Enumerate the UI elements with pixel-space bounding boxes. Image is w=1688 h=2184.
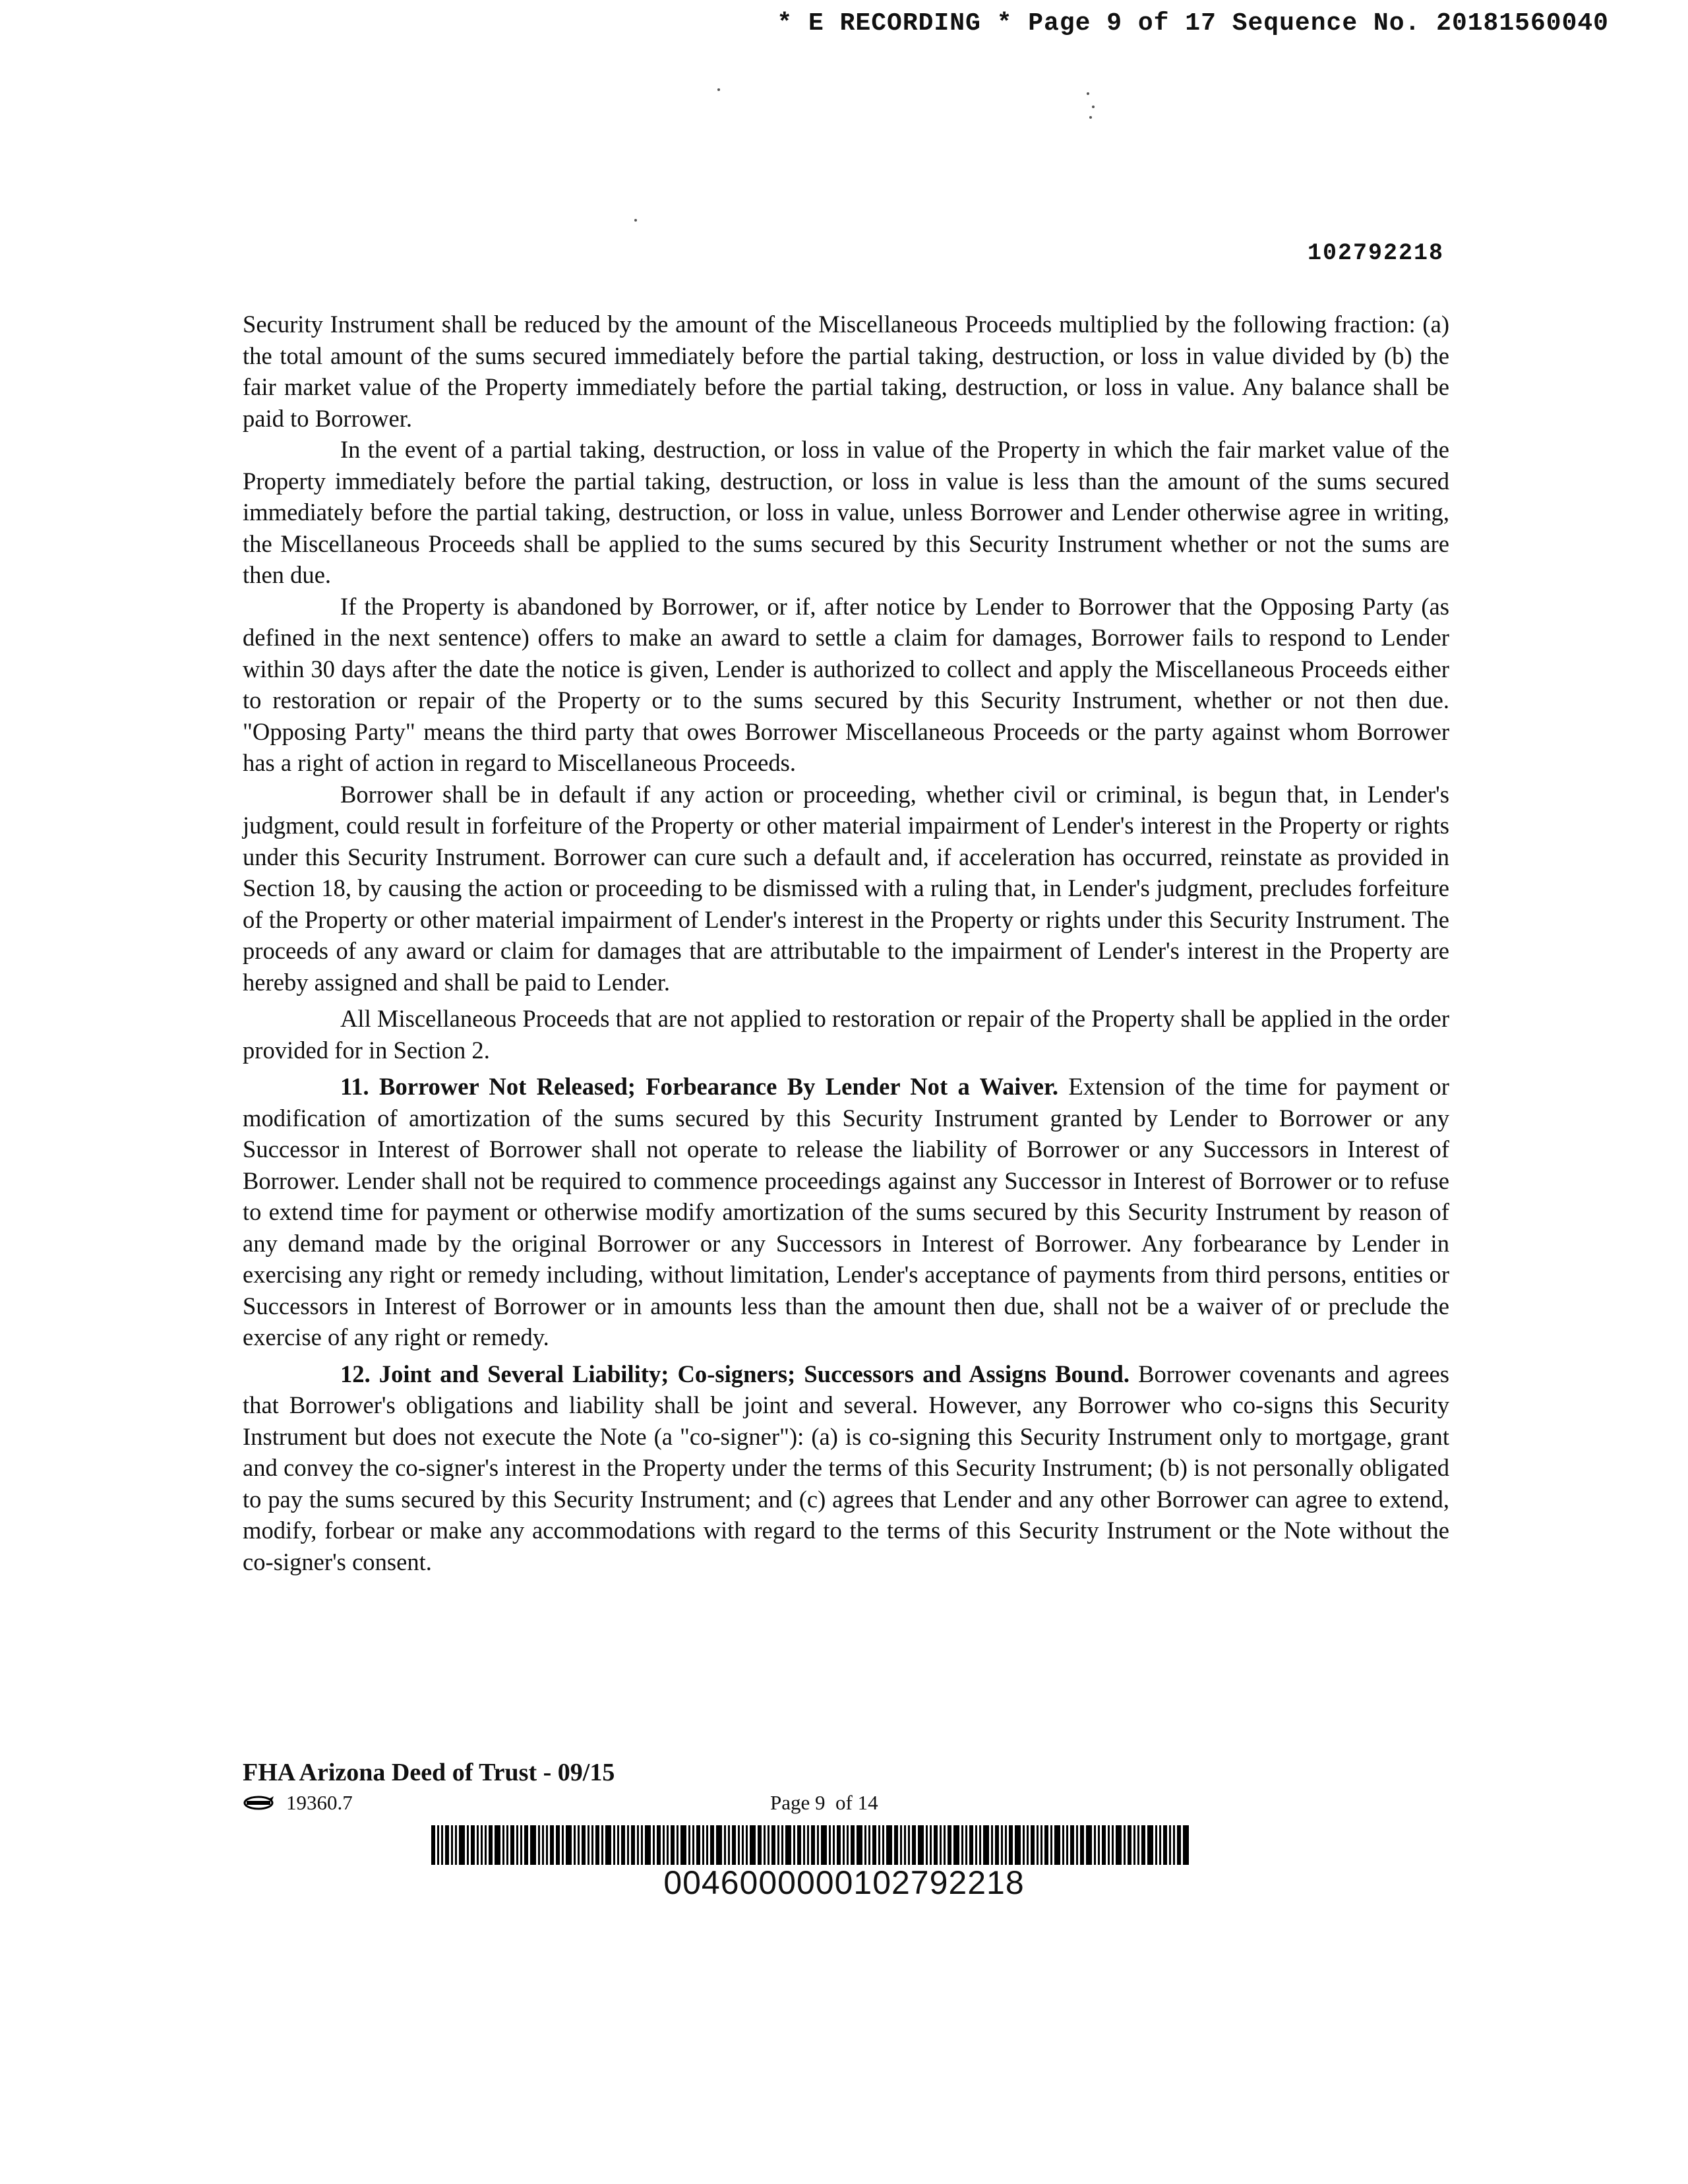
barcode-bar	[1116, 1825, 1122, 1865]
barcode-bar	[953, 1825, 959, 1865]
barcode-bar	[657, 1825, 661, 1865]
barcode-bar	[653, 1825, 655, 1865]
barcode-bar	[944, 1825, 946, 1865]
barcode-bar	[595, 1825, 599, 1865]
section-11	[243, 1071, 1449, 1353]
barcode-bar	[1169, 1825, 1171, 1865]
form-number: 19360.7	[286, 1791, 353, 1814]
barcode-bar	[1159, 1825, 1161, 1865]
barcode-bar	[542, 1825, 544, 1865]
barcode-bar	[431, 1825, 435, 1865]
form-number-line	[243, 1791, 353, 1815]
barcode-bar	[1102, 1825, 1106, 1865]
barcode-bar	[702, 1825, 704, 1865]
barcode-bar	[1137, 1825, 1139, 1865]
barcode-icon	[431, 1825, 1257, 1865]
barcode-bar	[489, 1825, 493, 1865]
barcode-bar	[495, 1825, 500, 1865]
barcode-bar	[688, 1825, 690, 1865]
barcode-bar	[621, 1825, 625, 1865]
barcode-bar	[732, 1825, 736, 1865]
barcode-bar	[1173, 1825, 1175, 1865]
barcode-bar	[930, 1825, 932, 1865]
barcode-bar	[710, 1825, 714, 1865]
barcode-bar	[680, 1825, 686, 1865]
barcode-bar	[578, 1825, 580, 1865]
barcode-bar	[807, 1825, 809, 1865]
barcode-bar	[882, 1825, 884, 1865]
barcode-bar	[627, 1825, 629, 1865]
barcode-bar	[1147, 1825, 1153, 1865]
barcode-bar	[1070, 1825, 1074, 1865]
barcode-bar	[746, 1825, 748, 1865]
barcode-bar	[1027, 1825, 1029, 1865]
barcode-bar	[1076, 1825, 1078, 1865]
barcode-bar	[516, 1825, 518, 1865]
barcode-bar	[843, 1825, 845, 1865]
scan-speck	[1087, 92, 1089, 95]
barcode-bar	[524, 1825, 528, 1865]
paragraph: Borrower shall be in default if any action or proceeding, whether civil or criminal, is begun that, in Lender's judgment, could result in forfeiture of the Property or other material impairment of Lender's interest in the Property or rights under this Security Instrument. Borrower can cure such a default and, if acceleration has occurred, reinstate as provided in Section 18, by causing the action or proceeding to be dismissed with a ruling that, in Lender's judgment, precludes forfeiture of the Property or other material impairment of Lender's interest in the Property or rights under this Security Instrument. The proceeds of any award or claim for damages that are attributable to the impairment of Lender's interest in the Property are hereby assigned and shall be paid to Lender.	[243, 780, 1449, 996]
barcode-bar	[793, 1825, 795, 1865]
barcode-bar	[520, 1825, 522, 1865]
barcode-bar	[1124, 1825, 1126, 1865]
barcode-bar	[716, 1825, 722, 1865]
barcode-bar	[837, 1825, 841, 1865]
barcode-bar	[742, 1825, 744, 1865]
barcode-bar	[847, 1825, 849, 1865]
barcode-bar	[1015, 1825, 1021, 1865]
barcode-bar	[991, 1825, 993, 1865]
barcode-bar	[645, 1825, 651, 1865]
barcode-bar	[1005, 1825, 1007, 1865]
recording-header: * E RECORDING * Page 9 of 17 Sequence No. 20181560040	[777, 9, 1609, 38]
barcode-bar	[851, 1825, 855, 1865]
barcode-bar	[467, 1825, 469, 1865]
barcode-bar	[829, 1825, 831, 1865]
barcode-bar	[692, 1825, 694, 1865]
scan-speck	[634, 219, 637, 222]
barcode-bar	[983, 1825, 989, 1865]
barcode-bar	[771, 1825, 775, 1865]
barcode-bar	[502, 1825, 504, 1865]
barcode-bar	[1050, 1825, 1052, 1865]
scan-speck	[717, 88, 720, 91]
barcode-bar	[481, 1825, 483, 1865]
barcode-bar	[591, 1825, 593, 1865]
barcode-bar	[817, 1825, 819, 1865]
section-text: Extension of the time for payment or modification of amortization of the sums secured by this Security Instrument granted by Lender to Borrower or any Successor in Interest of Borrower shall not operate to release the liability of Borrower or any Successors in Interest of Borrower. Lender shall not be required to commence proceedings against any Successor in Interest of Borrower or to refuse to extend time for payment or otherwise modify amortization of the sums secured by this Security Instrument by reason of any demand made by the original Borrower or any Successors in Interest of Borrower. Any forbearance by Lender in exercising any right or remedy including, without limitation, Lender's acceptance of payments from third persons, entities or Successors in Interest of Borrower or in amounts less than the amount then due, shall not be a waiver of or preclude the exercise of any right or remedy.	[243, 1073, 1449, 1350]
barcode-bar	[948, 1825, 951, 1865]
barcode-bar	[706, 1825, 708, 1865]
paragraph: In the event of a partial taking, destruction, or loss in value of the Property in which the fair market value of the Property immediately before the partial taking, destruction, or loss in value is less than the amount of the sums secured immediately before the partial taking, destruction, or loss in value, unless Borrower and Lender otherwise agree in writing, the Miscellaneous Proceeds shall be applied to the sums secured by this Security Instrument whether or not the sums are then due.	[243, 436, 1449, 588]
barcode-bar	[459, 1825, 465, 1865]
document-number: 102792218	[1307, 240, 1444, 266]
barcode-bar	[728, 1825, 730, 1865]
barcode-bar	[872, 1825, 876, 1865]
barcode-bar	[918, 1825, 924, 1865]
barcode-bar	[671, 1825, 675, 1865]
barcode-bar	[631, 1825, 635, 1865]
barcode-bar	[1177, 1825, 1181, 1865]
barcode-bar	[510, 1825, 514, 1865]
barcode-bar	[833, 1825, 835, 1865]
barcode-bar	[1062, 1825, 1064, 1865]
barcode-bar	[900, 1825, 902, 1865]
barcode-bar	[1080, 1825, 1084, 1865]
barcode-bar	[1155, 1825, 1157, 1865]
barcode-bar	[785, 1825, 791, 1865]
barcode-bar	[878, 1825, 880, 1865]
barcode-bar	[550, 1825, 554, 1865]
barcode-bar	[908, 1825, 910, 1865]
ellie-mae-logo-icon	[243, 1795, 274, 1811]
barcode-bar	[437, 1825, 439, 1865]
barcode-bar	[667, 1825, 669, 1865]
barcode-bar	[940, 1825, 942, 1865]
barcode-bar	[696, 1825, 700, 1865]
barcode-bar	[506, 1825, 508, 1865]
barcode-bar	[1163, 1825, 1167, 1865]
barcode-bar	[797, 1825, 801, 1865]
barcode-bar	[605, 1825, 611, 1865]
barcode-bar	[868, 1825, 870, 1865]
barcode-bar	[455, 1825, 457, 1865]
barcode-bar	[934, 1825, 938, 1865]
barcode-bar	[530, 1825, 536, 1865]
barcode-bar	[781, 1825, 783, 1865]
barcode-bar	[677, 1825, 678, 1865]
barcode-bar	[750, 1825, 756, 1865]
barcode-bar	[886, 1825, 892, 1865]
scan-speck	[1092, 106, 1095, 108]
section-12	[243, 1358, 1449, 1578]
barcode-bar	[588, 1825, 589, 1865]
barcode-bar	[562, 1825, 564, 1865]
barcode-bar	[1023, 1825, 1025, 1865]
barcode-bar	[803, 1825, 805, 1865]
paragraph: All Miscellaneous Proceeds that are not applied to restoration or repair of the Property shall be applied in the order provided for in Section 2.	[243, 1005, 1449, 1064]
barcode-bar	[566, 1825, 572, 1865]
barcode-bar	[1183, 1825, 1189, 1865]
barcode-bar	[961, 1825, 963, 1865]
paragraph: Security Instrument shall be reduced by the amount of the Miscellaneous Proceeds multiplied by the following fraction: (a) the total amount of the sums secured immediately before the partial taking, destruction, or loss in value divided by (b) the fair market value of the Property immediately before the partial taking, destruction, or loss in value. Any balance shall be paid to Borrower.	[243, 311, 1449, 432]
barcode-bar	[1066, 1825, 1068, 1865]
barcode-bar	[641, 1825, 643, 1865]
barcode-bar	[995, 1825, 999, 1865]
barcode-bar	[1037, 1825, 1039, 1865]
page-indicator: Page 9 of 14	[770, 1791, 878, 1814]
barcode-bar	[637, 1825, 639, 1865]
barcode-bar	[965, 1825, 967, 1865]
barcode-bar	[613, 1825, 615, 1865]
barcode-bar	[471, 1825, 475, 1865]
form-title: FHA Arizona Deed of Trust - 09/15	[243, 1759, 615, 1786]
barcode-bar	[601, 1825, 603, 1865]
barcode-bar	[451, 1825, 453, 1865]
barcode-bar	[445, 1825, 449, 1865]
barcode-bar	[894, 1825, 898, 1865]
barcode-bar	[1108, 1825, 1110, 1865]
barcode-bar	[538, 1825, 540, 1865]
barcode-bar	[926, 1825, 928, 1865]
barcode-bar	[1001, 1825, 1003, 1865]
barcode-bar	[1031, 1825, 1035, 1865]
barcode-bar	[811, 1825, 815, 1865]
barcode-bar	[1094, 1825, 1096, 1865]
barcode-bar	[617, 1825, 619, 1865]
barcode-bar	[738, 1825, 740, 1865]
paragraph: If the Property is abandoned by Borrower, or if, after notice by Lender to Borrower that the Opposing Party (as defined in the next sentence) offers to make an award to settle a claim for damages, Borrower fails to respond to Lender within 30 days after the date the notice is given, Lender is authorized to collect and apply the Miscellaneous Proceeds either to restoration or repair of the Property or to the sums secured by this Security Instrument, whether or not then due. "Opposing Party" means the third party that owes Borrower Miscellaneous Proceeds or the party against whom Borrower has a right of action in regard to Miscellaneous Proceeds.	[243, 592, 1449, 776]
barcode-bar	[975, 1825, 977, 1865]
barcode-bar	[441, 1825, 443, 1865]
scan-speck	[1089, 116, 1092, 119]
section-heading: 11. Borrower Not Released; Forbearance By Lender Not a Waiver.	[340, 1073, 1059, 1100]
barcode-bar	[1128, 1825, 1131, 1865]
barcode-bar	[1112, 1825, 1114, 1865]
barcode-bar	[556, 1825, 560, 1865]
barcode-bar	[1054, 1825, 1060, 1865]
barcode-bar	[1141, 1825, 1145, 1865]
barcode-bar	[1098, 1825, 1100, 1865]
barcode-bar	[904, 1825, 906, 1865]
barcode-bar	[546, 1825, 548, 1865]
barcode-bar	[821, 1825, 827, 1865]
barcode-bar	[477, 1825, 479, 1865]
barcode-bar	[857, 1825, 862, 1865]
barcode-bar	[768, 1825, 769, 1865]
barcode-number: 0046000000102792218	[663, 1864, 1025, 1901]
section-text: Borrower covenants and agrees that Borrower's obligations and liability shall be joint and several. However, any Borrower who co-signs this Security Instrument but does not execute the Note (a "co-signer"): (a) is co-signing this Security Instrument only to mortgage, grant and convey the co-signer's interest in the Property under the terms of this Security Instrument; (b) is not personally obligated to pay the sums secured by this Security Instrument; and (c) agrees that Lender and any other Borrower can agree to extend, modify, forbear or make any accommodations with regard to the terms of this Security Instrument or the Note without the co-signer's consent.	[243, 1360, 1449, 1575]
barcode-bar	[663, 1825, 665, 1865]
barcode-bar	[1133, 1825, 1135, 1865]
barcode-bar	[1044, 1825, 1048, 1865]
barcode-bar	[758, 1825, 762, 1865]
barcode-bar	[777, 1825, 779, 1865]
barcode-bar	[574, 1825, 576, 1865]
barcode-bar	[1086, 1825, 1092, 1865]
barcode-bar	[979, 1825, 981, 1865]
barcode-bar	[912, 1825, 916, 1865]
barcode-bar	[764, 1825, 766, 1865]
section-heading: 12. Joint and Several Liability; Co-signers; Successors and Assigns Bound.	[340, 1360, 1130, 1387]
document-body	[243, 309, 1449, 1577]
barcode-bar	[582, 1825, 586, 1865]
barcode-bar	[1009, 1825, 1013, 1865]
barcode-bar	[1040, 1825, 1042, 1865]
barcode-bar	[969, 1825, 973, 1865]
barcode-bar	[485, 1825, 487, 1865]
barcode-bar	[864, 1825, 866, 1865]
barcode-bar	[724, 1825, 726, 1865]
